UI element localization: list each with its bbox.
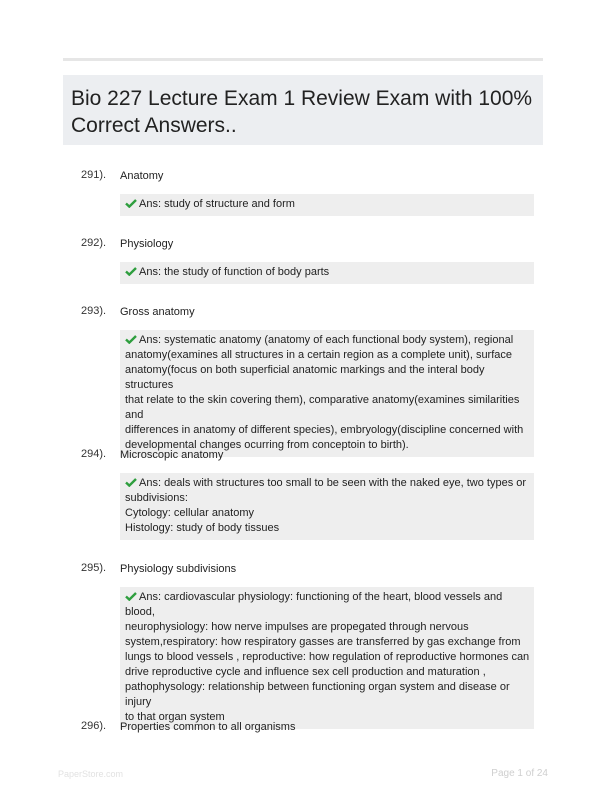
page-title: Bio 227 Lecture Exam 1 Review Exam with 100% Correct Answers.. xyxy=(71,87,533,137)
answer-line: that relate to the skin covering them), comparative anatomy(examines similarities and xyxy=(125,394,520,421)
answer-line: system,respiratory: how respiratory gasses are transferred by gas exchange from xyxy=(125,636,521,648)
answer-line: subdivisions: xyxy=(125,492,188,504)
title-banner xyxy=(63,75,543,145)
question-number: 293). xyxy=(81,305,107,317)
question-text: Properties common to all organisms xyxy=(120,721,296,733)
answer-line: developmental changes ocurring from conceptoin to birth). xyxy=(125,439,409,451)
question-number: 292). xyxy=(81,237,107,249)
answer-line: differences in anatomy of different species), embryology(discipline concerned with xyxy=(125,424,524,436)
answer-line: anatomy(examines all structures in a certain region as a complete unit), surface xyxy=(125,349,513,361)
answer-line: Histology: study of body tissues xyxy=(125,522,280,534)
check-icon xyxy=(125,335,137,344)
question-text: Physiology xyxy=(120,238,174,250)
check-icon xyxy=(125,199,137,208)
answer-box xyxy=(120,587,534,729)
question-number: 295). xyxy=(81,562,107,574)
check-icon xyxy=(125,267,137,276)
question-number: 296). xyxy=(81,720,107,732)
answer-line: Ans: study of structure and form xyxy=(139,198,295,210)
answer-line: Ans: deals with structures too small to be seen with the naked eye, two types or xyxy=(139,477,527,489)
question-text: Gross anatomy xyxy=(120,306,195,318)
answer-line: pathophysology: relationship between functioning organ system and disease or injury xyxy=(125,681,510,708)
answer-box xyxy=(120,473,534,540)
question-text: Microscopic anatomy xyxy=(120,449,224,461)
check-icon xyxy=(125,478,137,487)
answer-line: to that organ system xyxy=(125,711,225,723)
answer-line: neurophysiology: how nerve impulses are propegated through nervous xyxy=(125,621,469,633)
footer-watermark: PaperStore.com xyxy=(58,769,124,779)
answer-box xyxy=(120,262,534,284)
answer-line: Cytology: cellular anatomy xyxy=(125,507,255,519)
page-indicator: Page 1 of 24 xyxy=(491,768,548,779)
answer-box xyxy=(120,330,534,457)
answer-line: anatomy(focus on both superficial anatomic markings and the interal body structures xyxy=(125,364,485,391)
question-text: Anatomy xyxy=(120,170,164,182)
check-icon xyxy=(125,592,137,601)
answer-box xyxy=(120,194,534,216)
top-divider xyxy=(63,58,543,61)
answer-line: Ans: the study of function of body parts xyxy=(139,266,330,278)
question-text: Physiology subdivisions xyxy=(120,563,237,575)
answer-line: Ans: cardiovascular physiology: functioning of the heart, blood vessels and blood, xyxy=(125,591,503,618)
question-number: 291). xyxy=(81,169,107,181)
question-number: 294). xyxy=(81,448,107,460)
answer-line: drive reproductive cycle and influence sex cell production and maturation , xyxy=(125,666,486,678)
answer-line: Ans: systematic anatomy (anatomy of each functional body system), regional xyxy=(139,334,514,346)
answer-line: lungs to blood vessels , reproductive: how regulation of reproductive hormones can xyxy=(125,651,530,663)
